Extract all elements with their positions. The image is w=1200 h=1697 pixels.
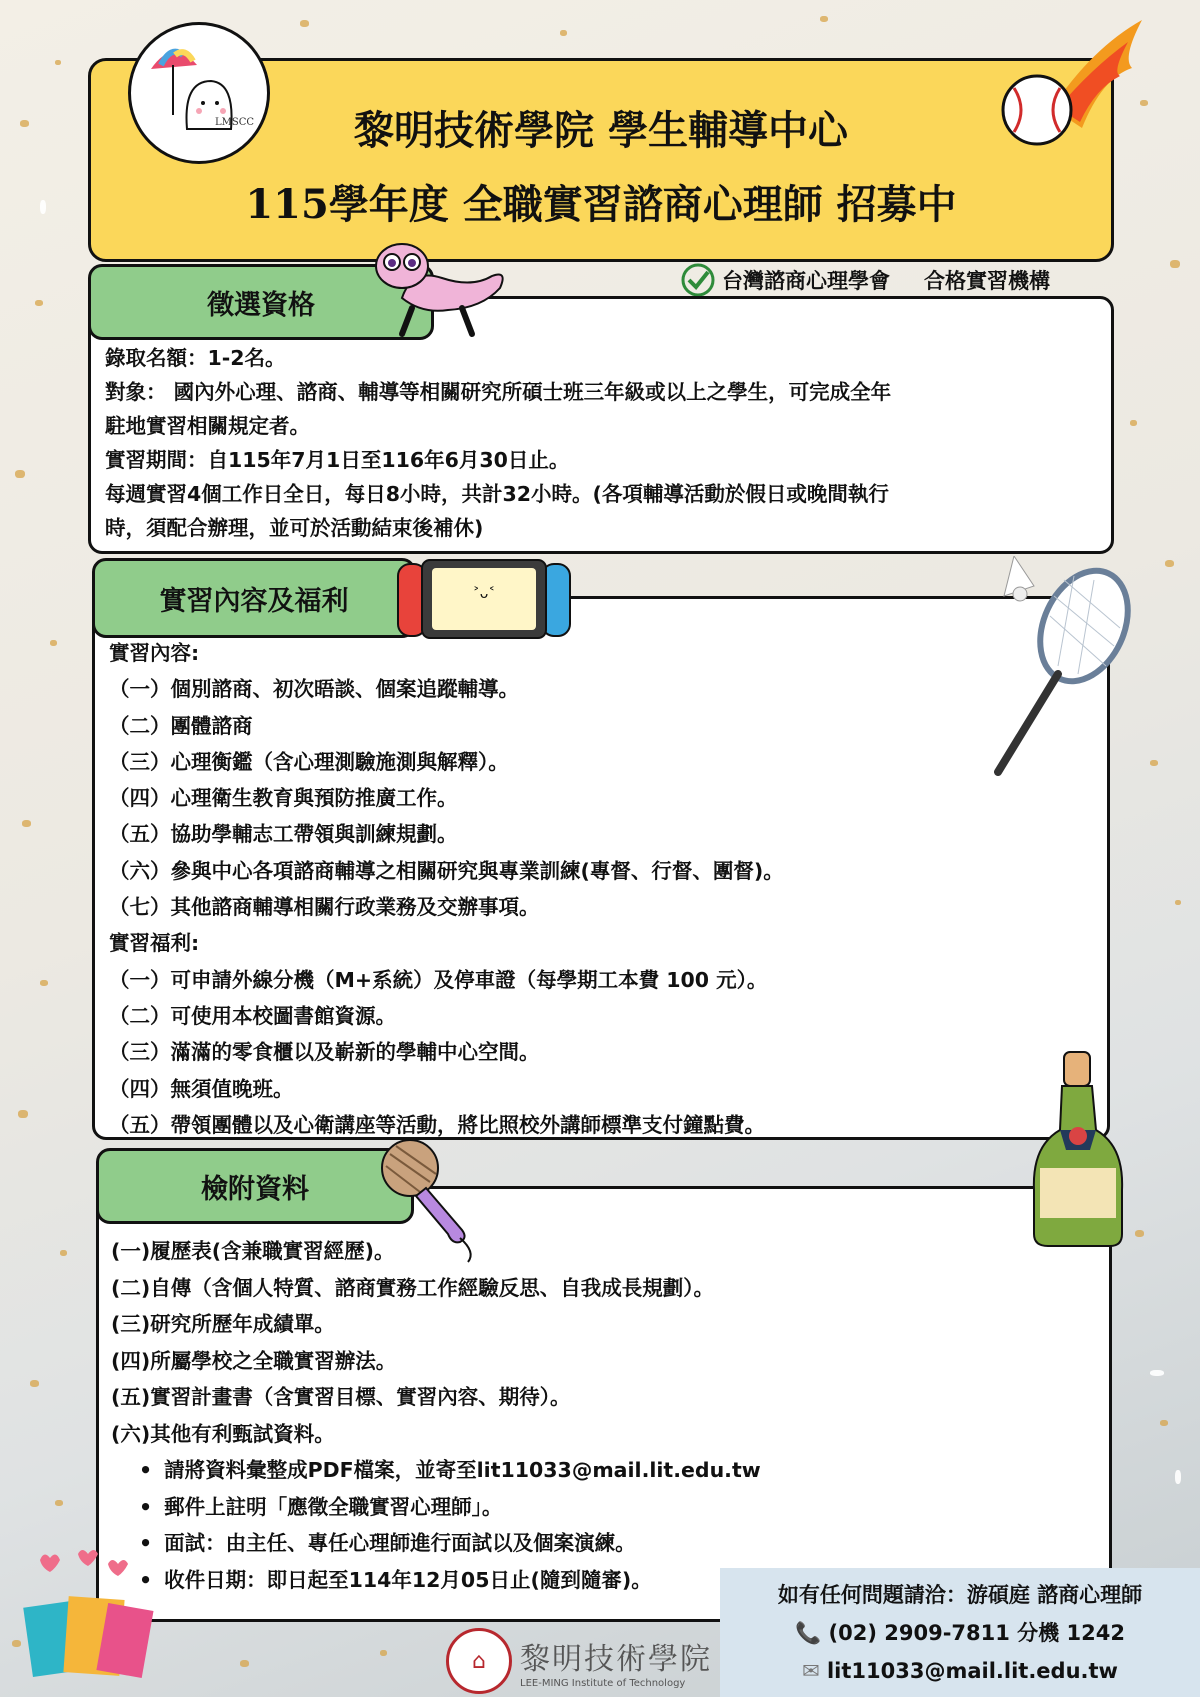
benefit-line: （二）可使用本校圖書館資源。: [109, 1003, 396, 1028]
content-line: （六）參與中心各項諮商輔導之相關研究與專業訓練(專督、行督、團督)。: [109, 858, 784, 883]
school-emblem-icon: ⌂: [446, 1628, 512, 1694]
microphone-icon: [376, 1134, 496, 1264]
content-line: （五）協助學輔志工帶領與訓練規劃。: [109, 822, 458, 847]
benefit-line: （三）滿滿的零食櫃以及嶄新的學輔中心空間。: [109, 1040, 540, 1065]
documents-section: [96, 1186, 1112, 1622]
mail-icon: ✉: [802, 1659, 820, 1683]
instruction-bullet: • 請將資料彙整成PDF檔案，並寄至lit11033@mail.lit.edu.tw: [111, 1452, 761, 1489]
benefits-subheading: 實習福利:: [109, 931, 200, 956]
certification-status: 合格實習機構: [924, 269, 1050, 293]
instruction-bullet: • 面試：由主任、專任心理師進行面試以及個案演練。: [111, 1525, 761, 1562]
instruction-bullet: • 郵件上註明「應徵全職實習心理師」。: [111, 1489, 761, 1526]
document-line: (二)自傳（含個人特質、諮商實務工作經驗反思、自我成長規劃）。: [111, 1275, 714, 1300]
benefit-line: （四）無須值晚班。: [109, 1076, 294, 1101]
qualification-line: 實習期間：自115年7月1日至116年6月30日止。: [105, 448, 570, 472]
instruction-bullet: • 收件日期：即日起至114年12月05日止(隨到隨審)。: [111, 1562, 761, 1599]
school-name-en: LEE-MING Institute of Technology: [520, 1677, 686, 1689]
qualification-line: 錄取名額：1-2名。: [105, 346, 286, 370]
document-line: (一)履歷表(含兼職實習經歷)。: [111, 1239, 395, 1263]
qualification-line: 駐地實習相關規定者。: [105, 414, 310, 438]
contact-box: [720, 1568, 1200, 1697]
logo-text: LMSCC: [215, 117, 255, 128]
qualification-line: 對象： 國內外心理、諮商、輔導等相關研究所碩士班三年級或以上之學生，可完成全年: [105, 380, 892, 404]
center-logo: [128, 22, 270, 164]
content-heading-tab: [92, 558, 416, 638]
qualifications-heading: 徵選資格: [207, 289, 315, 321]
gecko-icon: [372, 238, 512, 348]
school-footer-logo: [446, 1628, 712, 1694]
documents-heading-tab: [96, 1148, 414, 1224]
flaming-baseball-icon: [992, 18, 1152, 148]
qualification-line: 時，須配合辦理，並可於活動結束後補休): [105, 516, 484, 540]
phone-icon: 📞: [795, 1621, 822, 1645]
benefit-line: （一）可申請外線分機（M+系統）及停車證（每學期工本費 100 元）。: [109, 967, 768, 992]
document-line: (三)研究所歷年成績單。: [111, 1312, 335, 1336]
svg-text:˃ᴗ˂: ˃ᴗ˂: [472, 586, 496, 602]
contact-email-row: [720, 1652, 1200, 1690]
document-line: (四)所屬學校之全職實習辦法。: [111, 1348, 397, 1373]
title-line-2: 115學年度 全職實習諮商心理師 招募中: [245, 181, 957, 228]
content-heading: 實習內容及福利: [159, 585, 349, 617]
document-line: (六)其他有利甄試資料。: [111, 1421, 335, 1446]
content-line: （四）心理衛生教育與預防推廣工作。: [109, 786, 458, 811]
content-benefits-section: [92, 596, 1110, 1140]
champagne-bottle-icon: [1030, 1050, 1126, 1250]
content-subheading: 實習內容:: [109, 641, 200, 665]
content-line: （一）個別諮商、初次晤談、個案追蹤輔導。: [109, 677, 519, 702]
benefit-line: （五）帶領團體以及心衛講座等活動，將比照校外講師標準支付鐘點費。: [109, 1112, 765, 1137]
contact-phone[interactable]: (02) 2909-7811 分機 1242: [828, 1621, 1125, 1645]
contact-email[interactable]: lit11033@mail.lit.edu.tw: [826, 1659, 1118, 1683]
umbrella-character-icon: [131, 25, 267, 161]
badminton-racket-icon: [974, 556, 1144, 786]
check-circle-icon: [680, 262, 716, 298]
certification-line: [680, 262, 1050, 298]
title-line-1: 黎明技術學院 學生輔導中心: [354, 107, 848, 154]
game-console-icon: [396, 556, 572, 642]
documents-heading: 檢附資料: [201, 1173, 309, 1205]
qualification-line: 每週實習4個工作日全日，每日8小時，共計32小時。(各項輔導活動於假日或晚間執行: [105, 482, 889, 506]
certification-org: 台灣諮商心理學會: [722, 269, 890, 293]
contact-phone-row: [720, 1614, 1200, 1652]
content-line: （七）其他諮商輔導相關行政業務及交辦事項。: [109, 895, 540, 920]
school-name: 黎明技術學院: [520, 1641, 712, 1677]
contact-person: 如有任何問題請洽：游碩庭 諮商心理師: [777, 1583, 1143, 1607]
document-line: (五)實習計畫書（含實習目標、實習內容、期待）。: [111, 1385, 571, 1409]
content-line: （二）團體諮商: [109, 713, 253, 738]
content-line: （三）心理衡鑑（含心理測驗施測與解釋）。: [109, 749, 509, 774]
shopping-bags-icon: [22, 1550, 154, 1680]
